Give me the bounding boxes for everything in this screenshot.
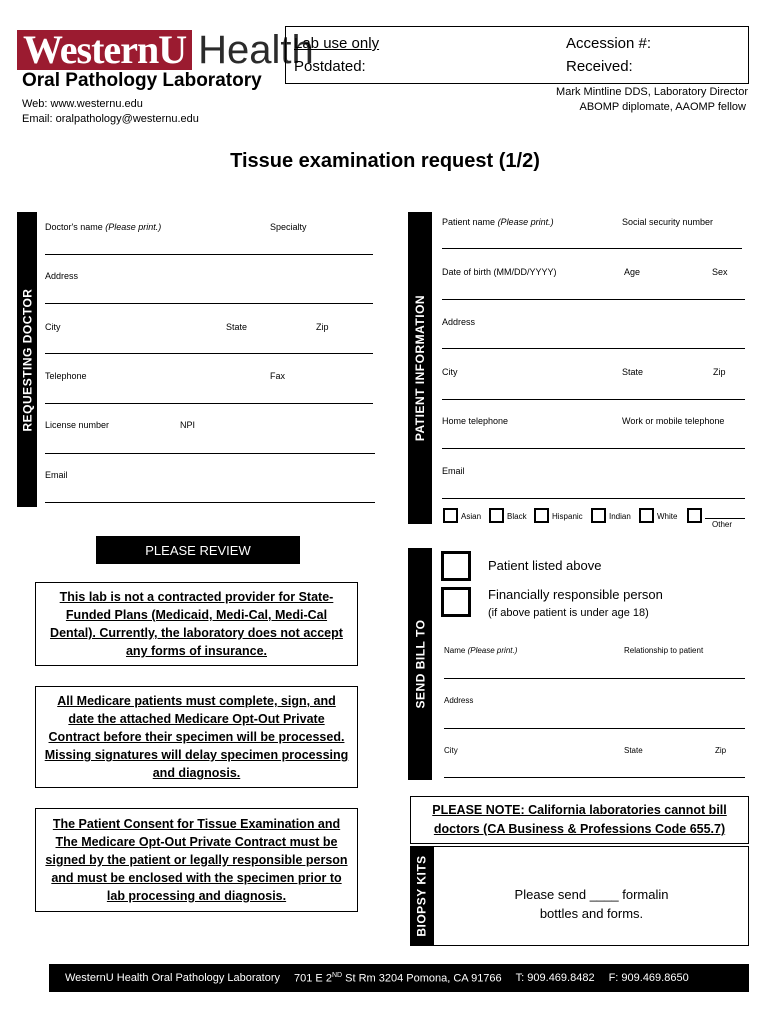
financially-responsible-label: Financially responsible person xyxy=(488,587,663,602)
doctor-email-field[interactable] xyxy=(45,502,375,503)
patient-email-field[interactable] xyxy=(442,498,745,499)
doctor-telephone-label: Telephone xyxy=(45,371,87,381)
bill-name-field[interactable] xyxy=(444,678,745,679)
license-label: License number xyxy=(45,420,110,430)
work-telephone-label: Work or mobile telephone xyxy=(622,416,725,426)
patient-email-label: Email xyxy=(442,466,465,476)
footer-phone: T: 909.469.8482 xyxy=(515,972,595,984)
lab-name: Oral Pathology Laboratory xyxy=(22,70,262,91)
patient-listed-label: Patient listed above xyxy=(488,558,602,573)
doctor-city-field[interactable] xyxy=(45,353,373,354)
patient-address-field[interactable] xyxy=(442,348,745,349)
patient-name-field[interactable] xyxy=(442,248,742,249)
doctor-fax-label: Fax xyxy=(270,371,286,381)
biopsy-line1: Please send ____ formalin xyxy=(514,887,669,902)
footer-fax: F: 909.469.8650 xyxy=(608,972,689,984)
indian-checkbox[interactable] xyxy=(591,508,606,523)
lab-use-box xyxy=(285,26,749,84)
patient-address-label: Address xyxy=(442,317,476,327)
patient-city-field[interactable] xyxy=(442,399,745,400)
hispanic-label: Hispanic xyxy=(552,512,583,521)
biopsy-kits-tab: BIOPSY KITS xyxy=(410,846,434,946)
patient-state-label: State xyxy=(622,367,644,377)
bill-zip-label: Zip xyxy=(715,746,727,755)
received-label: Received: xyxy=(566,58,633,75)
postdated-label: Postdated: xyxy=(294,58,366,75)
doctor-city-label: City xyxy=(45,322,61,332)
other-label: Other xyxy=(712,520,733,529)
send-bill-to-tab: SEND BILL TO xyxy=(408,548,432,780)
ssn-label: Social security number xyxy=(622,217,714,227)
director-1: Mark Mintline DDS, Laboratory Director xyxy=(556,86,748,98)
biopsy-kits-box xyxy=(434,846,749,946)
footer-lab: WesternU Health Oral Pathology Laboratory xyxy=(65,972,281,984)
black-checkbox[interactable] xyxy=(489,508,504,523)
notice-consent: The Patient Consent for Tissue Examination and The Medicare Opt-Out Private Contract must be signed by the patient or legally responsible person and must be enclosed with the specimen prior to lab processing and diagnosis. xyxy=(35,808,358,912)
doctor-name-label: Doctor's name (Please print.) xyxy=(45,222,162,232)
page-title: Tissue examination request (1/2) xyxy=(230,150,540,172)
logo xyxy=(17,27,314,72)
accession-label: Accession #: xyxy=(566,35,652,52)
dob-field[interactable] xyxy=(442,299,745,300)
white-checkbox[interactable] xyxy=(639,508,654,523)
patient-listed-checkbox[interactable] xyxy=(441,551,471,581)
footer-bar xyxy=(49,964,749,992)
logo-main: WesternU xyxy=(17,30,192,70)
bill-address-label: Address xyxy=(444,696,474,705)
specialty-label: Specialty xyxy=(270,222,307,232)
doctor-address-field[interactable] xyxy=(45,303,373,304)
white-label: White xyxy=(657,512,678,521)
patient-zip-label: Zip xyxy=(713,367,726,377)
please-review-banner: PLEASE REVIEW xyxy=(96,536,300,564)
director-2: ABOMP diplomate, AAOMP fellow xyxy=(579,101,746,113)
hispanic-checkbox[interactable] xyxy=(534,508,549,523)
black-label: Black xyxy=(507,512,527,521)
other-checkbox[interactable] xyxy=(687,508,702,523)
financially-responsible-note: (if above patient is under age 18) xyxy=(488,607,649,619)
patient-telephone-field[interactable] xyxy=(442,448,745,449)
doctor-state-label: State xyxy=(226,322,248,332)
financially-responsible-checkbox[interactable] xyxy=(441,587,471,617)
footer-address: 701 E 2ND St Rm 3204 Pomona, CA 91766 xyxy=(294,971,502,985)
doctor-email-label: Email xyxy=(45,470,68,480)
bill-name-label: Name (Please print.) xyxy=(444,646,518,655)
asian-label: Asian xyxy=(461,512,482,521)
npi-label: NPI xyxy=(180,420,196,430)
sex-label: Sex xyxy=(712,267,728,277)
doctor-telephone-field[interactable] xyxy=(45,403,373,404)
california-note: PLEASE NOTE: California laboratories cannot bill doctors (CA Business & Professions Code 655.7) xyxy=(410,796,749,844)
bill-city-label: City xyxy=(444,746,458,755)
web-text: Web: www.westernu.edu xyxy=(22,98,143,110)
dob-label: Date of birth (MM/DD/YYYY) xyxy=(442,267,557,277)
notice-state-plans: This lab is not a contracted provider for State-Funded Plans (Medicaid, Medi-Cal, Medi-Cal Dental). Currently, the laboratory does not accept any forms of insurance. xyxy=(35,582,358,666)
email-text: Email: oralpathology@westernu.edu xyxy=(22,113,199,125)
license-field[interactable] xyxy=(45,453,375,454)
biopsy-line2: bottles and forms. xyxy=(539,906,644,921)
notice-medicare: All Medicare patients must complete, sign, and date the attached Medicare Opt-Out Private Contract before their specimen will be processed. Missing signatures will delay specimen processing and diagnosis. xyxy=(35,686,358,788)
doctor-address-label: Address xyxy=(45,271,79,281)
requesting-doctor-tab: REQUESTING DOCTOR xyxy=(17,212,37,507)
home-telephone-label: Home telephone xyxy=(442,416,509,426)
age-label: Age xyxy=(624,267,641,277)
patient-name-label: Patient name (Please print.) xyxy=(442,217,554,227)
logo-sub: Health xyxy=(198,28,314,72)
bill-state-label: State xyxy=(624,746,643,755)
indian-label: Indian xyxy=(609,512,631,521)
bill-address-field[interactable] xyxy=(444,728,745,729)
other-field[interactable] xyxy=(705,518,745,519)
relationship-label: Relationship to patient xyxy=(624,646,704,655)
doctor-name-field[interactable] xyxy=(45,254,373,255)
asian-checkbox[interactable] xyxy=(443,508,458,523)
doctor-zip-label: Zip xyxy=(316,322,329,332)
bill-city-field[interactable] xyxy=(444,777,745,778)
lab-use-label: Lab use only xyxy=(294,35,380,52)
patient-information-tab: PATIENT INFORMATION xyxy=(408,212,432,524)
patient-city-label: City xyxy=(442,367,458,377)
